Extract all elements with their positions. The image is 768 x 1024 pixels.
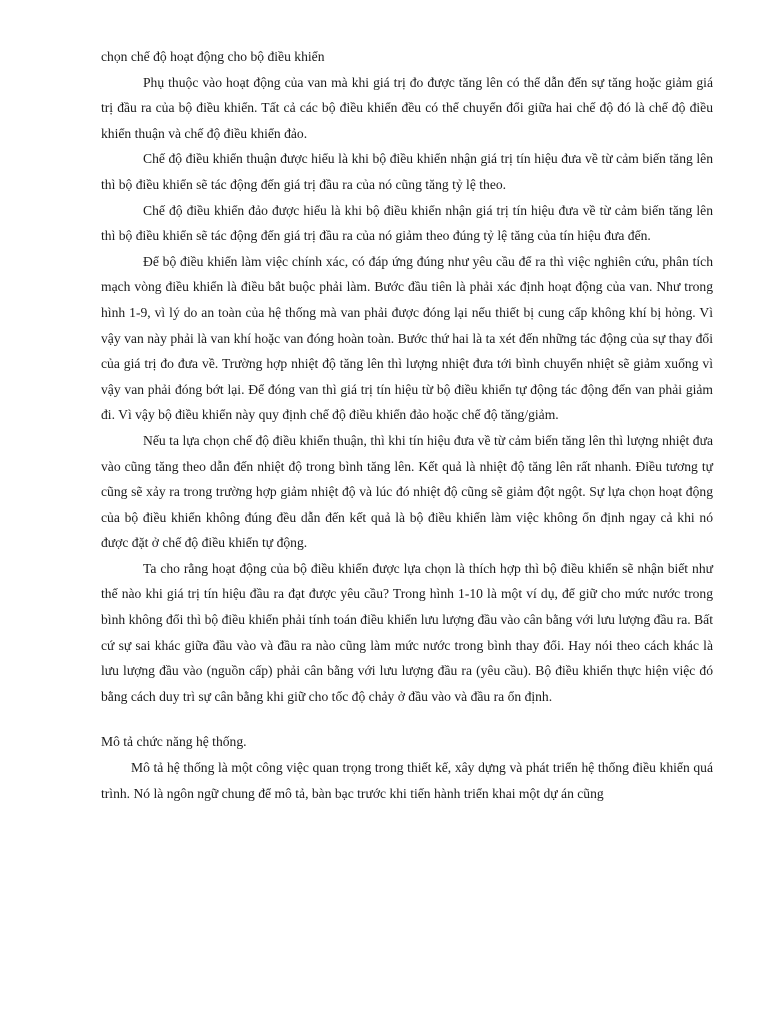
paragraph-wrong-mode-effect: Nếu ta lựa chọn chế độ điều khiển thuận, thì khi tín hiệu đưa về từ cảm biến tăng lên thì lượng nhiệt đưa vào cũng tăng theo dẫn đến nhiệt độ trong bình tăng lên. Kết quả là nhiệt độ tăng lên rất nhanh. Điều tương tự cũng sẽ xảy ra trong trường hợp giảm nhiệt độ và lúc đó nhiệt độ cũng sẽ giảm đột ngột. Sự lựa chọn hoạt động của bộ điều khiển không đúng đều dẫn đến kết quả là bộ điều khiển làm việc không ổn định ngay cả khi nó được đặt ở chế độ điều khiển tự động. bbox=[101, 432, 713, 551]
document-page bbox=[101, 44, 713, 806]
paragraph-system-description: Mô tả hệ thống là một công việc quan trọng trong thiết kế, xây dựng và phát triển hệ thống điều khiển quá trình. Nó là ngôn ngữ chung để mô tả, bàn bạc trước khi tiến hành triển khai một dự án cũng bbox=[101, 760, 713, 801]
paragraph-direct-mode: Chế độ điều khiển thuận được hiểu là khi bộ điều khiển nhận giá trị tín hiệu đưa về từ cảm biến tăng lên thì bộ điều khiển sẽ tác động đến giá trị đầu ra của nó cũng tăng tỷ lệ theo. bbox=[101, 151, 713, 192]
paragraph-valve-behavior: Phụ thuộc vào hoạt động của van mà khi giá trị đo được tăng lên có thể dẫn đến sự tăng hoặc giảm giá trị đầu ra của bộ điều khiển. Tất cả các bộ điều khiển đều có thể chuyển đổi giữa hai chế độ đó là chế độ điều khiển thuận và chế độ điều khiển đảo. bbox=[101, 74, 713, 141]
section-gap bbox=[101, 709, 713, 729]
section-heading: Mô tả chức năng hệ thống. bbox=[101, 734, 247, 750]
paragraph-reverse-mode: Chế độ điều khiển đảo được hiểu là khi bộ điều khiển nhận giá trị tín hiệu đưa về từ cảm biến tăng lên thì bộ điều khiển sẽ tác động đến giá trị đầu ra của nó giảm theo đúng tỷ lệ tăng của tín hiệu đưa đến. bbox=[101, 202, 713, 244]
paragraph-control-loop-analysis: Để bộ điều khiển làm việc chính xác, có đáp ứng đúng như yêu cầu để ra thì việc nghiên cứu, phân tích mạch vòng điều khiển là điều bắt buộc phải làm. Bước đầu tiên là phải xác định hoạt động của van. Như trong hình 1-9, vì lý do an toàn của hệ thống mà van phải được đóng lại nếu thiết bị cung cấp không khí bị hỏng. Vì vậy van này phải là van khí hoặc van đóng hoàn toàn. Bước thứ hai là ta xét đến những tác động của sự thay đổi của giá trị đo đưa về. Trường hợp nhiệt độ tăng lên thì lượng nhiệt đưa tới bình chuyển nhiệt sẽ giảm xuống vì vậy van phải đóng bớt lại. Để đóng van thì giá trị tín hiệu từ bộ điều khiển tự động tác động đến van phải giảm đi. Vì vậy bộ điều khiển này quy định chế độ điều khiển đảo hoặc chế độ tăng/giảm. bbox=[101, 253, 713, 423]
paragraph-level-balance: Ta cho rằng hoạt động của bộ điều khiển được lựa chọn là thích hợp thì bộ điều khiển sẽ nhận biết như thế nào khi giá trị tín hiệu đầu ra đạt được yêu cầu? Trong hình 1-10 là một ví dụ, để giữ cho mức nước trong bình không đổi thì bộ điều khiển phải tính toán điều khiển lưu lượng đầu vào cân bằng với lưu lượng đầu ra. Bất cứ sự sai khác giữa đầu vào và đầu ra nào cũng làm mức nước trong bình thay đổi. Hay nói theo cách khác là lưu lượng đầu vào (nguồn cấp) phải cân bằng với lưu lượng đầu ra (yêu cầu). Bộ điều khiển thực hiện việc đó bằng cách duy trì sự cân bằng khi giữ cho tốc độ chảy ở đầu vào và đầu ra ổn định. bbox=[101, 560, 713, 704]
paragraph-continuation: chọn chế độ hoạt động cho bộ điều khiển bbox=[101, 49, 325, 64]
